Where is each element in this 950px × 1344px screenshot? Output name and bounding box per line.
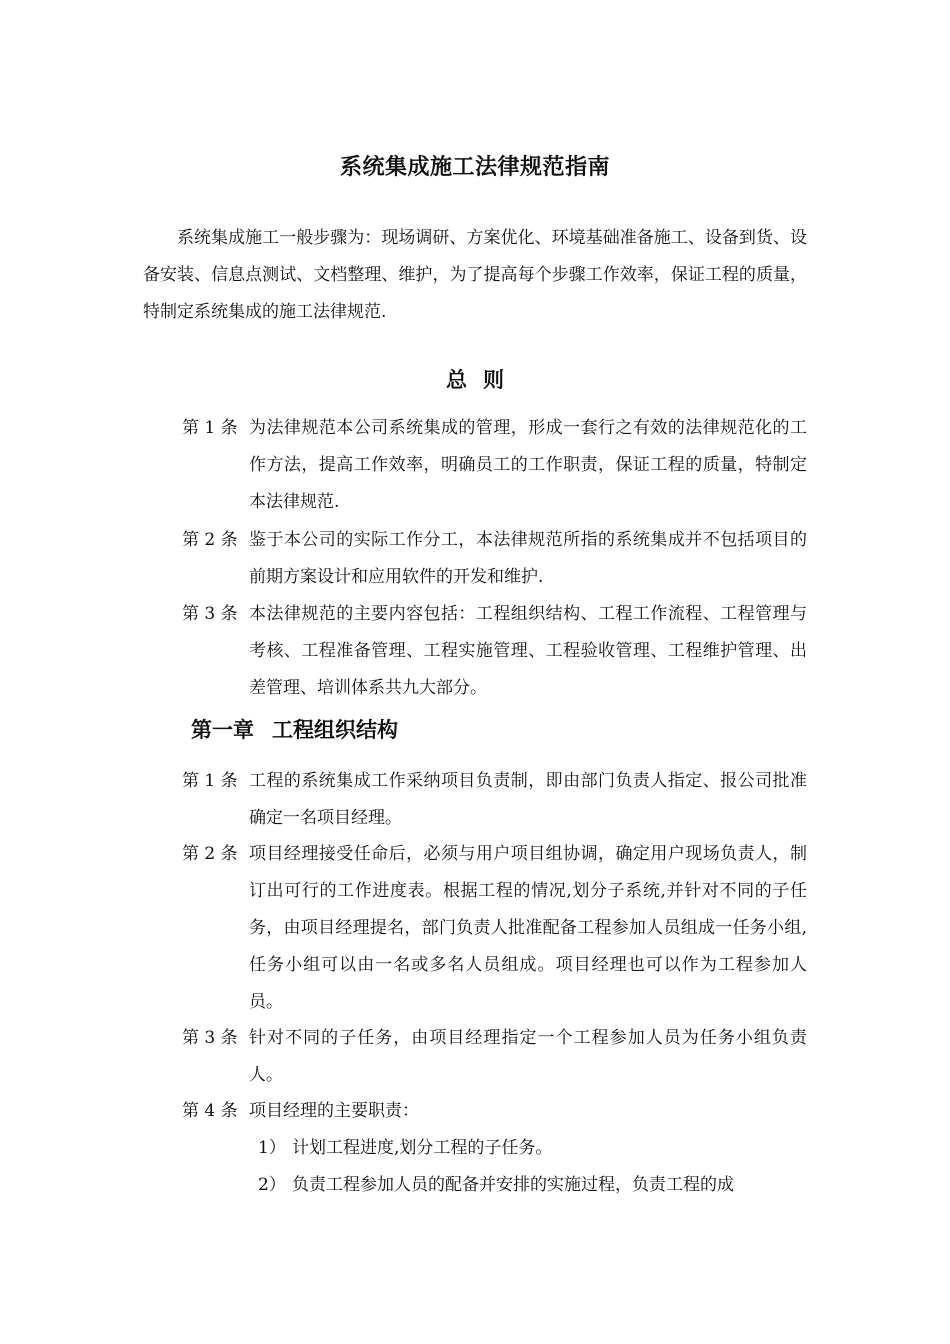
duty-item-2: [258, 1167, 807, 1204]
article-text-content: 为法律规范本公司系统集成的管理，形成一套行之有效的法律规范化的工作方法，提高工作效率，明确员工的工作职责，保证工程的质量，特制定本法律规范.: [249, 418, 807, 512]
chapter1-article-3: [182, 1020, 807, 1094]
article-label: 第 2 条: [182, 844, 238, 864]
article-label: 第 1 条: [182, 771, 238, 791]
article-text: [249, 596, 807, 707]
article-text-content: 工程的系统集成工作采纳项目负责制，即由部门负责人指定、报公司批准确定一名项目经理。: [249, 771, 807, 828]
item-text: 负责工程参加人员的配备并安排的实施过程，负责工程的成: [292, 1175, 734, 1195]
general-section-title-part1: 总: [446, 368, 467, 392]
general-section-title-part2: 则: [483, 368, 504, 392]
item-text: 计划工程进度,划分工程的子任务。: [292, 1138, 553, 1158]
chapter1-article-4: [182, 1093, 807, 1130]
article-text-content: 鉴于本公司的实际工作分工，本法律规范所指的系统集成并不包括项目的前期方案设计和应用软件的开发和维护.: [249, 530, 807, 587]
duty-item-1: [258, 1130, 807, 1167]
article-text: [249, 522, 807, 596]
article-text: [249, 1020, 807, 1094]
article-label: 第 4 条: [182, 1101, 238, 1121]
general-article-3: [182, 596, 807, 707]
chapter-name: 工程组织结构: [272, 718, 398, 742]
article-label: 第 3 条: [182, 1028, 238, 1048]
general-section-title: [0, 364, 950, 394]
general-article-2: [182, 522, 807, 596]
chapter1-article-1: [182, 763, 807, 837]
chapter-1-title: [191, 714, 398, 744]
general-article-1: [182, 410, 807, 521]
chapter1-article-2: [182, 836, 807, 1021]
item-number: 1）: [258, 1138, 286, 1158]
article-text: [249, 763, 807, 837]
article-text: [249, 1093, 807, 1130]
article-text: [249, 836, 807, 1021]
article-label: 第 1 条: [182, 418, 238, 438]
intro-paragraph: 系统集成施工一般步骤为：现场调研、方案优化、环境基础准备施工、设备到货、设备安装、信息点测试、文档整理、维护，为了提高每个步骤工作效率，保证工程的质量，特制定系统集成的施工法律规范.: [143, 228, 807, 322]
article-text: [249, 410, 807, 521]
chapter-number: 第一章: [191, 718, 254, 742]
article-label: 第 3 条: [182, 604, 238, 624]
article-text-content: 项目经理接受任命后，必须与用户项目组协调，确定用户现场负责人，制订出可行的工作进度表。根据工程的情况,划分子系统,并针对不同的子任务，由项目经理提名，部门负责人批准配备工程参加人员组成一任务小组,任务小组可以由一名或多名人员组成。项目经理也可以作为工程参加人员。: [249, 844, 807, 1012]
document-title: 系统集成施工法律规范指南: [339, 155, 610, 180]
article-text-content: 针对不同的子任务，由项目经理指定一个工程参加人员为任务小组负责人。: [249, 1028, 807, 1085]
article-text-content: 本法律规范的主要内容包括：工程组织结构、工程工作流程、工程管理与考核、工程准备管理、工程实施管理、工程验收管理、工程维护管理、出差管理、培训体系共九大部分。: [249, 604, 807, 698]
article-label: 第 2 条: [182, 530, 238, 550]
article-text-content: 项目经理的主要职责：: [249, 1101, 419, 1121]
item-number: 2）: [258, 1175, 286, 1195]
